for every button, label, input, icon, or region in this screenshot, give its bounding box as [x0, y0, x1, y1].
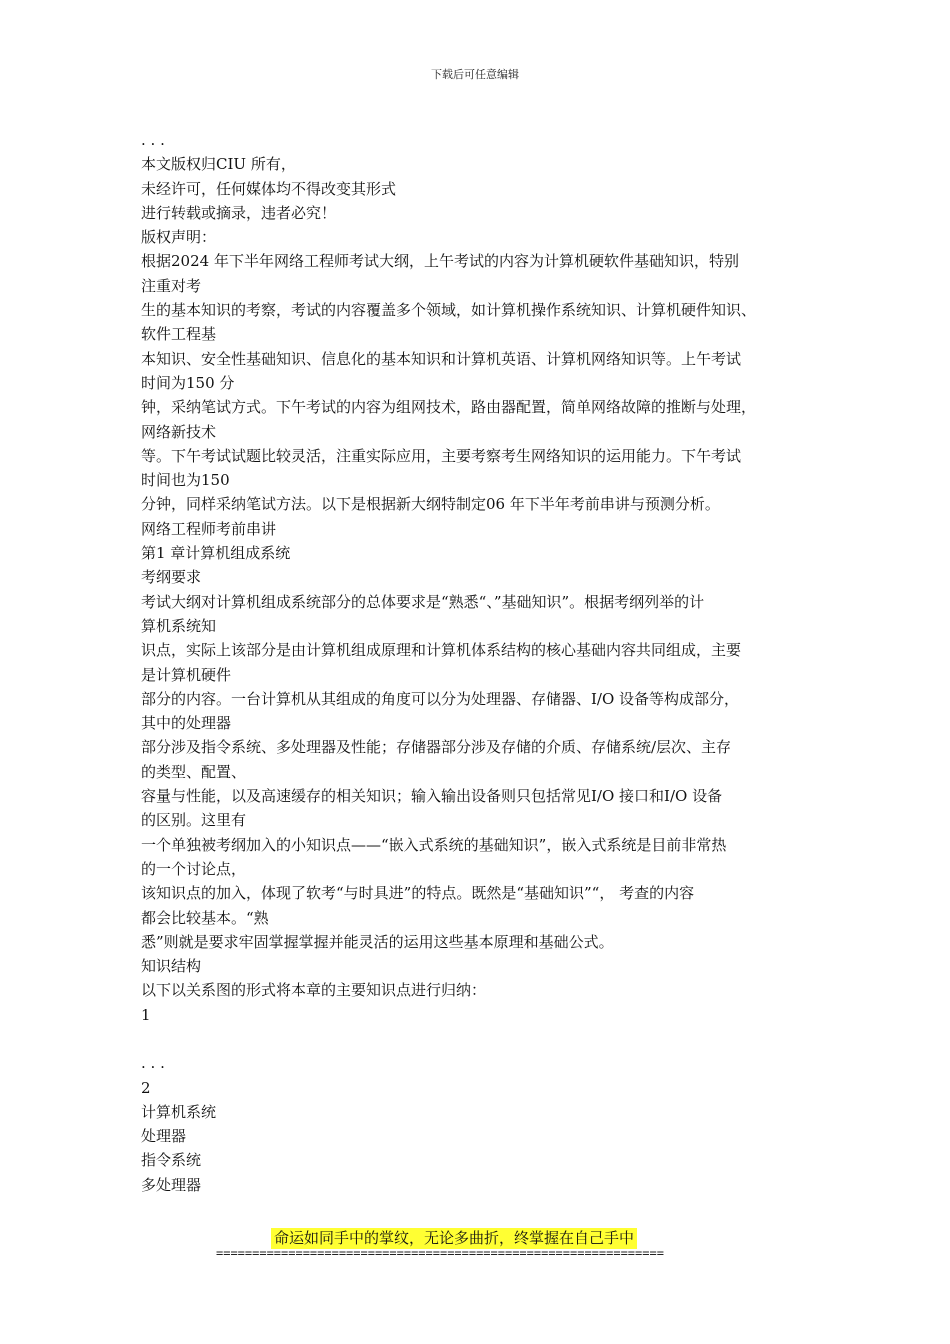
paragraph-line: 网络新技术	[141, 422, 217, 441]
paragraph-line: 本知识、安全性基础知识、信息化的基本知识和计算机英语、计算机网络知识等。上午考试	[141, 349, 742, 368]
footer-motto: 命运如同手中的掌纹，无论多曲折，终掌握在自己手中	[271, 1228, 637, 1249]
paragraph-line: 容量与性能，以及高速缓存的相关知识；输入输出设备则只包括常见I/O 接口和I/O 设备	[141, 787, 723, 806]
document-body	[141, 128, 831, 1197]
page-number: 1	[141, 1005, 151, 1024]
copyright-line: 未经许可，任何媒体均不得改变其形式	[141, 179, 397, 198]
copyright-line: 进行转载或摘录，违者必究！	[141, 203, 337, 222]
paragraph-line: 其中的处理器	[141, 714, 232, 733]
outline-item: 计算机系统	[141, 1102, 217, 1121]
page-header: 下载后可任意编辑	[431, 68, 519, 81]
ellipsis-marker: . . .	[141, 131, 165, 149]
paragraph-line: 部分涉及指令系统、多处理器及性能；存储器部分涉及存储的介质、存储系统/层次、主存	[141, 738, 732, 757]
paragraph-line: 是计算机硬件	[141, 665, 232, 684]
paragraph-line: 软件工程基	[141, 325, 217, 344]
section-title: 网络工程师考前串讲	[141, 519, 277, 538]
copyright-line: 本文版权归CIU 所有，	[141, 155, 296, 174]
paragraph-line: 钟，采纳笔试方式。下午考试的内容为组网技术，路由器配置，简单网络故障的推断与处理，	[141, 398, 757, 417]
copyright-heading: 版权声明：	[141, 228, 217, 247]
outline-item: 指令系统	[141, 1151, 202, 1170]
paragraph-line: 分钟，同样采纳笔试方法。以下是根据新大纲特制定06 年下半年考前串讲与预测分析。	[141, 495, 720, 514]
paragraph-line: 时间为150 分	[141, 373, 235, 392]
outline-item: 处理器	[141, 1127, 187, 1146]
paragraph-line: 算机系统知	[141, 616, 217, 635]
footer-divider: ==============================================================	[216, 1246, 664, 1260]
paragraph-line: 该知识点的加入，体现了软考“与时具进”的特点。既然是“基础知识”“， 考查的内容	[141, 884, 695, 903]
outline-item: 多处理器	[141, 1175, 202, 1194]
paragraph-line: 考试大纲对计算机组成系统部分的总体要求是“熟悉“、”基础知识”。根据考纲列举的计	[141, 592, 705, 611]
subsection-title: 考纲要求	[141, 568, 202, 587]
paragraph-line: 悉”则就是要求牢固掌握掌握并能灵活的运用这些基本原理和基础公式。	[141, 932, 614, 951]
paragraph-line: 都会比较基本。“熟	[141, 908, 269, 927]
blank-line	[141, 1027, 831, 1051]
ellipsis-marker: . . .	[141, 1054, 165, 1073]
paragraph-line: 一个单独被考纲加入的小知识点——“嵌入式系统的基础知识”，嵌入式系统是目前非常热	[141, 835, 727, 854]
subsection-title: 知识结构	[141, 957, 202, 976]
paragraph-line: 部分的内容。一台计算机从其组成的角度可以分为处理器、存储器、I/O 设备等构成部分，	[141, 689, 740, 708]
paragraph-line: 识点，实际上该部分是由计算机组成原理和计算机体系结构的核心基础内容共同组成，主要	[141, 641, 742, 660]
chapter-title: 第1 章计算机组成系统	[141, 544, 291, 563]
paragraph-line: 的区别。这里有	[141, 811, 247, 830]
paragraph-line: 根据2024 年下半年网络工程师考试大纲，上午考试的内容为计算机硬软件基础知识，特别	[141, 252, 739, 271]
paragraph-line: 的类型、配置、	[141, 762, 247, 781]
paragraph-line: 生的基本知识的考察，考试的内容覆盖多个领域，如计算机操作系统知识、计算机硬件知识、	[141, 301, 757, 320]
page-number: 2	[141, 1078, 151, 1097]
paragraph-line: 时间也为150	[141, 471, 230, 490]
paragraph-line: 以下以关系图的形式将本章的主要知识点进行归纳：	[141, 981, 487, 1000]
paragraph-line: 的一个讨论点，	[141, 859, 247, 878]
paragraph-line: 等。下午考试试题比较灵活，注重实际应用，主要考察考生网络知识的运用能力。下午考试	[141, 446, 742, 465]
paragraph-line: 注重对考	[141, 276, 202, 295]
